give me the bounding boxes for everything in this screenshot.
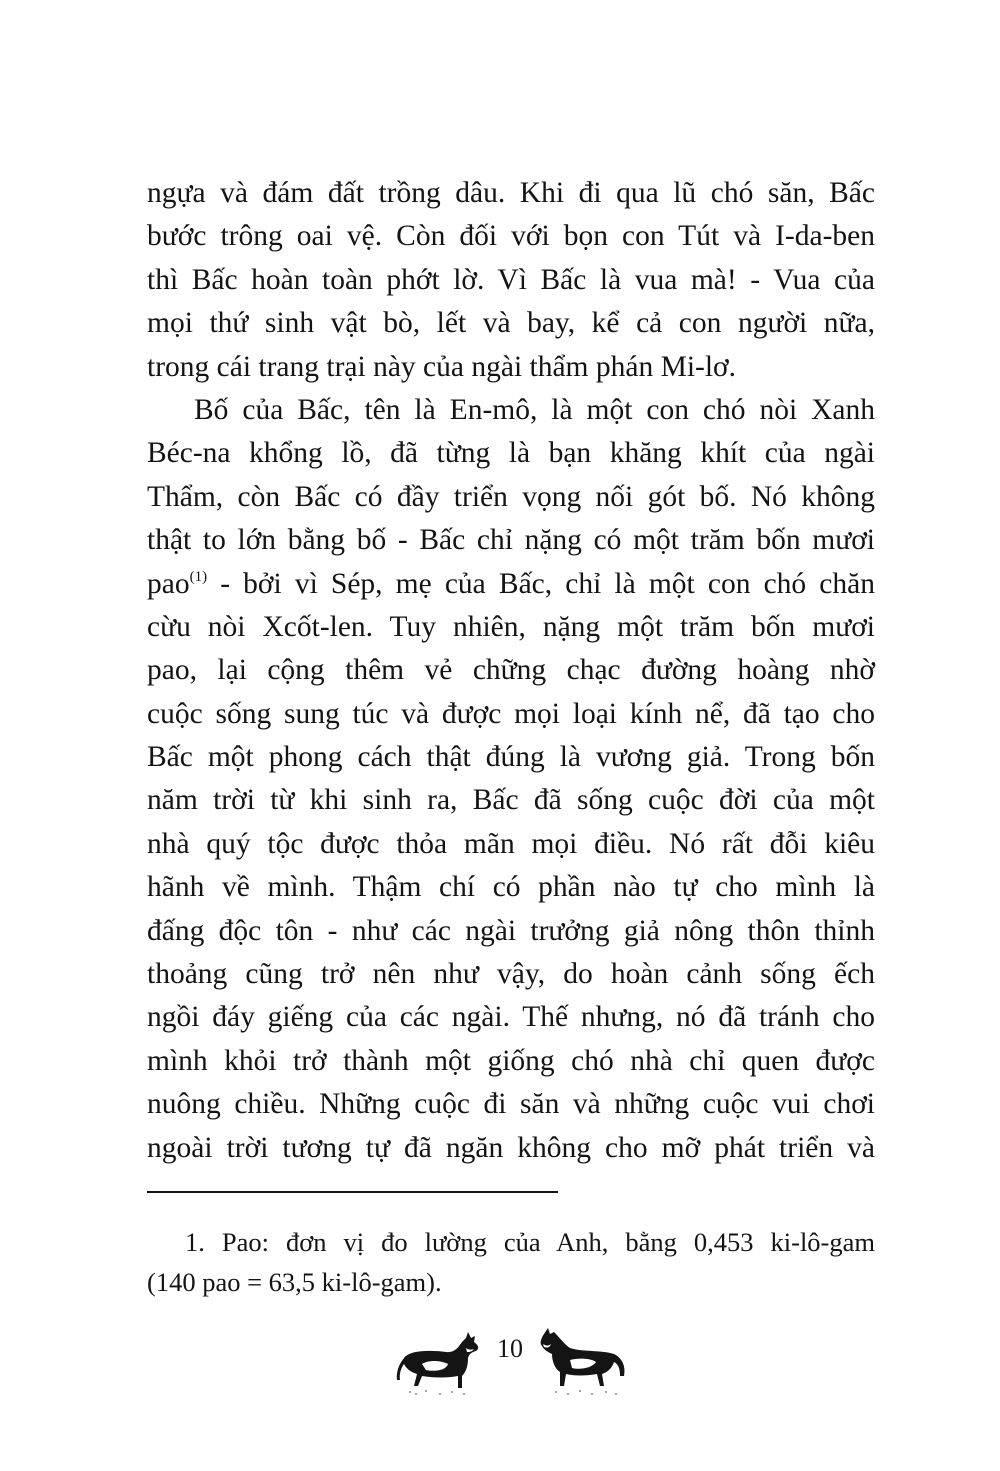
text-line: cừu nòi Xcốt-len. Tuy nhiên, nặng một trăm bốn mươi <box>147 610 875 643</box>
footnote-line: (140 pao = 63,5 ki-lô-gam). <box>147 1267 442 1297</box>
text-line: pao, lại cộng thêm vẻ chững chạc đường hoàng nhờ <box>147 654 875 687</box>
text-line: ngồi đáy giếng của các ngài. Thế nhưng, nó đã tránh cho <box>147 1001 875 1034</box>
text-line: thật to lớn bằng bố - Bấc chỉ nặng có một trăm bốn mươi <box>147 524 875 557</box>
text-line: Bấc một phong cách thật đúng là vương giả. Trong bốn <box>147 741 875 774</box>
text-line: nuông chiều. Những cuộc đi săn và những cuộc vui chơi <box>147 1088 875 1121</box>
text-line: đấng độc tôn - như các ngài trưởng giả nông thôn thỉnh <box>147 914 875 947</box>
footnote-divider <box>147 1191 558 1193</box>
page-number: 10 <box>497 1334 523 1363</box>
body-text <box>147 172 875 1170</box>
text-fragment: - bởi vì Sép, mẹ của Bấc, chỉ là một con chó chăn <box>207 567 875 600</box>
text-line: hãnh về mình. Thậm chí có phần nào tự cho mình là <box>147 871 875 904</box>
text-line: thoảng cũng trở nên như vậy, do hoàn cảnh sống ếch <box>147 958 875 991</box>
text-line: cuộc sống sung túc và được mọi loại kính nể, đã tạo cho <box>147 697 875 730</box>
text-line: Béc-na khổng lồ, đã từng là bạn khăng khít của ngài <box>147 437 875 470</box>
paragraph-start-line: Bố của Bấc, tên là En-mô, là một con chó nòi Xanh <box>194 393 875 426</box>
text-line: ngựa và đám đất trồng dâu. Khi đi qua lũ chó săn, Bấc <box>147 177 875 209</box>
text-line: mọi thứ sinh vật bò, lết và bay, kể cả con người nữa, <box>147 307 875 340</box>
footnote-reference[interactable]: (1) <box>189 568 208 585</box>
wolf-dog-left-icon <box>396 1328 492 1400</box>
text-line: bước trông oai vệ. Còn đối với bọn con Tút và I-da-ben <box>147 220 875 253</box>
text-line-with-footnote <box>147 563 875 606</box>
paragraph-end-line: trong cái trang trại này của ngài thẩm phán Mi-lơ. <box>147 350 737 383</box>
wolf-dog-right-icon <box>530 1324 630 1400</box>
footnote <box>147 1222 875 1302</box>
text-line: thì Bấc hoàn toàn phớt lờ. Vì Bấc là vua mà! - Vua của <box>147 263 875 296</box>
text-line: ngoài trời tương tự đã ngăn không cho mỡ phát triển và <box>147 1131 875 1164</box>
text-line: mình khỏi trở thành một giống chó nhà chỉ quen được <box>147 1044 875 1077</box>
text-line: năm trời từ khi sinh ra, Bấc đã sống cuộc đời của một <box>147 784 875 817</box>
text-line: nhà quý tộc được thỏa mãn mọi điều. Nó rất đỗi kiêu <box>147 827 875 860</box>
text-fragment: pao <box>147 567 190 600</box>
footnote-line: 1. Pao: đơn vị đo lường của Anh, bằng 0,453 ki-lô-gam <box>185 1227 875 1257</box>
text-line: Thẩm, còn Bấc có đầy triển vọng nối gót bố. Nó không <box>147 480 875 513</box>
